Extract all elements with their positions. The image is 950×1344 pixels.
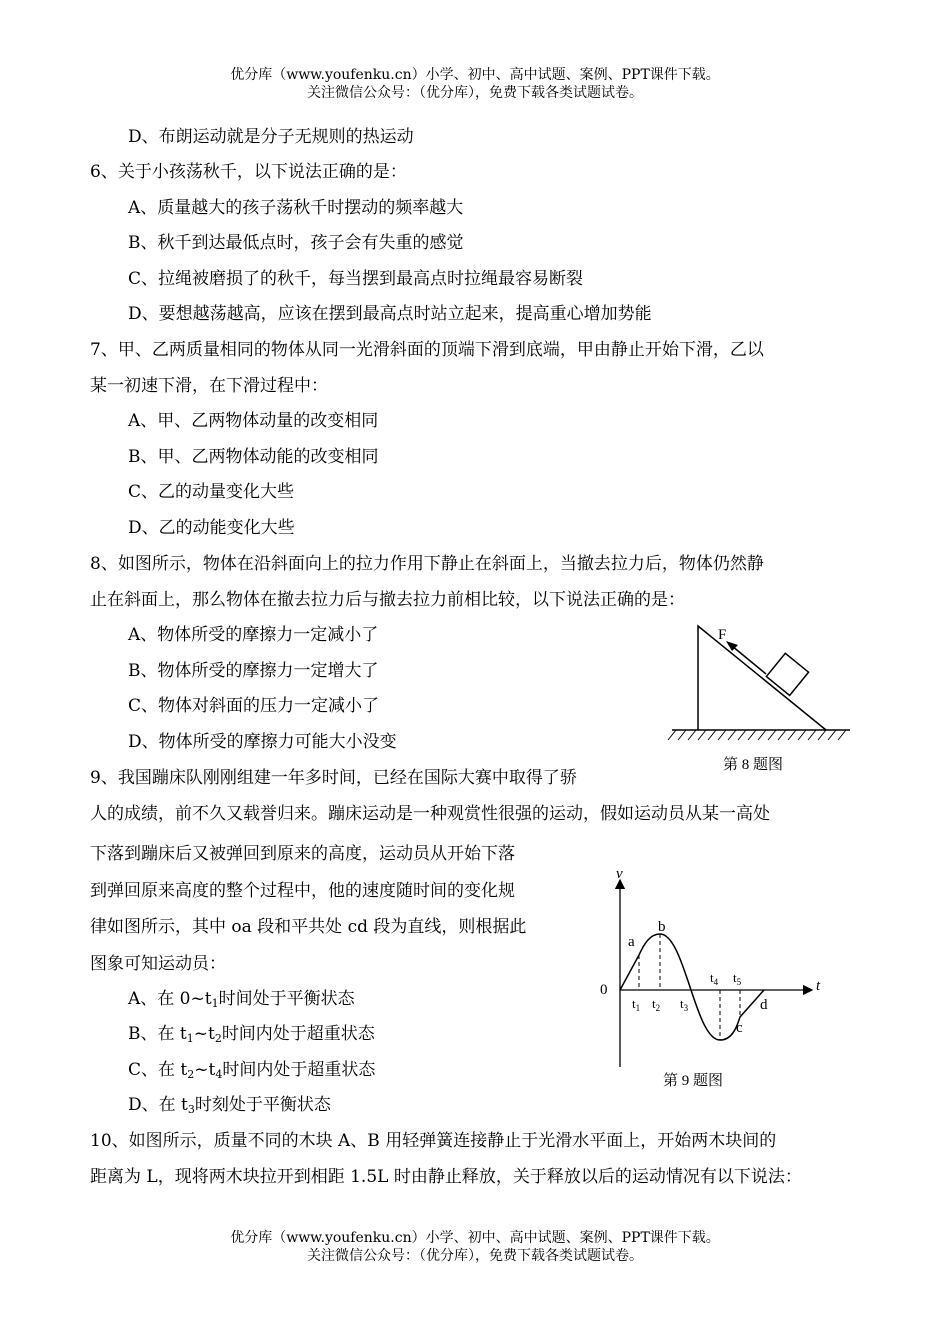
q7-option-a: A、甲、乙两物体动量的改变相同 [128,411,379,431]
v-axis-label: v [616,866,623,882]
point-b-label: b [658,919,666,935]
q7-stem-2: 某一初速下滑，在下滑过程中： [90,376,328,396]
point-a-label: a [628,934,635,950]
footer-line-2: 关注微信公众号：（优分库），免费下载各类试题试卷。 [307,1248,643,1264]
q6-stem: 6、关于小孩荡秋千，以下说法正确的是： [90,162,407,182]
q9-option-d: D、在 $t_3$时刻处于平衡状态 [128,1095,331,1116]
q8-option-a: A、物体所受的摩擦力一定减小了 [128,625,379,645]
q10-stem-2: 距离为 L，现将两木块拉开到相距 1.5L 时由静止释放，关于释放以后的运动情况有以下说法： [90,1167,802,1187]
q8-figure [660,618,860,783]
q9-stem-4: 到弹回原来高度的整个过程中，他的速度随时间的变化规 [90,881,515,901]
q8-option-d: D、物体所受的摩擦力可能大小没变 [128,732,397,752]
q6-option-d: D、要想越荡越高，应该在摆到最高点时站立起来，提高重心增加势能 [128,304,652,324]
q7-stem-1: 7、甲、乙两质量相同的物体从同一光滑斜面的顶端下滑到底端，甲由静止开始下滑，乙以 [90,340,764,360]
q5-option-d: D、布朗运动就是分子无规则的热运动 [128,127,414,147]
block [766,653,808,695]
t-axis-label: t [816,978,821,994]
force-arrow [732,646,766,674]
point-d-label: d [760,997,768,1013]
q7-option-b: B、甲、乙两物体动能的改变相同 [128,447,379,467]
q9-option-c: C、在 $t_2\sim t_4$时间内处于超重状态 [128,1060,376,1081]
q9-stem-3: 下落到蹦床后又被弹回到原来的高度，运动员从开始下落 [90,844,515,864]
q8-stem-2: 止在斜面上，那么物体在撤去拉力后与撤去拉力前相比较，以下说法正确的是： [90,590,685,610]
q8-option-c: C、物体对斜面的压力一定减小了 [128,696,380,716]
q6-option-c: C、拉绳被磨损了的秋千，每当摆到最高点时拉绳最容易断裂 [128,269,584,289]
ground-hatching [668,730,846,740]
t3-label: $t_3$ [680,996,689,1013]
q8-stem-1: 8、如图所示，物体在沿斜面向上的拉力作用下静止在斜面上，当撤去拉力后，物体仍然静 [90,554,764,574]
q9-stem-5: 律如图所示，其中 oa 段和平共处 cd 段为直线，则根据此 [90,917,527,937]
q9-stem-1: 9、我国蹦床队刚刚组建一年多时间，已经在国际大赛中取得了骄 [90,768,577,788]
q9-stem-2: 人的成绩，前不久又载誉归来。蹦床运动是一种观赏性很强的运动，假如运动员从某一高处 [90,804,770,824]
header-line-1: 优分库（www.youfenku.cn）小学、初中、高中试题、案例、PPT课件下载。 [230,67,720,83]
q9-option-b: B、在 $t_1\sim t_2$时间内处于超重状态 [128,1024,375,1045]
q8-figure-caption: 第 8 题图 [723,757,784,773]
q6-option-a: A、质量越大的孩子荡秋千时摆动的频率越大 [128,198,464,218]
footer-line-1: 优分库（www.youfenku.cn）小学、初中、高中试题、案例、PPT课件下载。 [230,1230,720,1246]
force-label: F [718,627,727,643]
t1-label: $t_1$ [632,996,641,1013]
header-line-2: 关注微信公众号：（优分库），免费下载各类试题试卷。 [307,85,643,101]
q6-option-b: B、秋千到达最低点时，孩子会有失重的感觉 [128,233,464,253]
t2-label: $t_2$ [652,996,661,1013]
q9-figure [590,862,840,1094]
q7-option-c: C、乙的动量变化大些 [128,482,295,502]
point-c-label: c [736,1020,743,1036]
q9-stem-6: 图象可知运动员： [90,954,226,974]
t4-label: $t_4$ [710,970,719,987]
q7-option-d: D、乙的动能变化大些 [128,518,295,538]
q9-option-a: A、在 $0\sim t_1$时间处于平衡状态 [128,989,355,1010]
origin-label: 0 [600,982,608,998]
t5-label: $t_5$ [733,970,742,987]
q10-stem-1: 10、如图所示，质量不同的木块 A、B 用轻弹簧连接静止于光滑水平面上，开始两木块间的 [90,1131,777,1151]
q8-option-b: B、物体所受的摩擦力一定增大了 [128,661,379,681]
q9-figure-caption: 第 9 题图 [663,1073,724,1089]
